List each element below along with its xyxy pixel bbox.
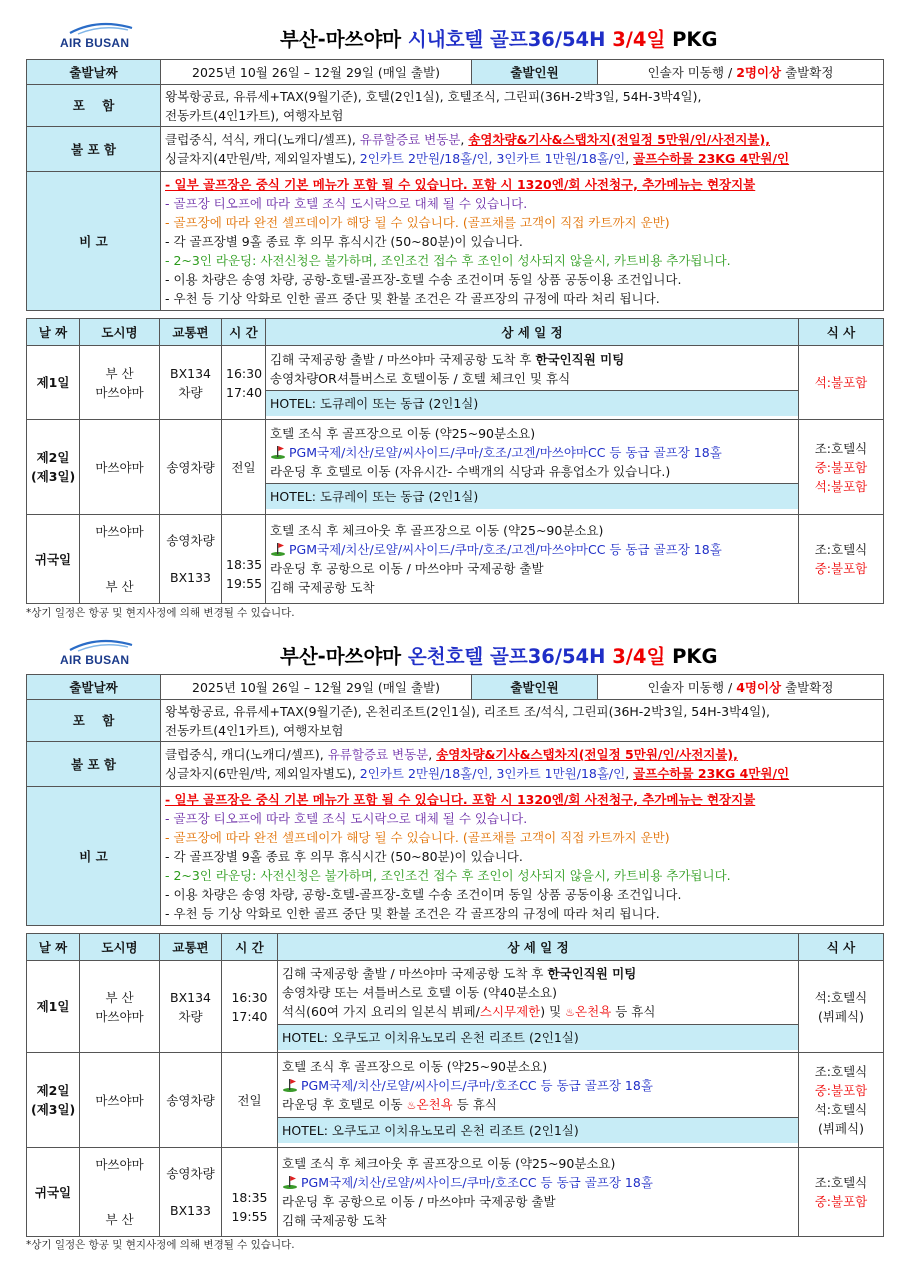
header-city: 도시명 bbox=[80, 934, 160, 961]
day-label: 제1일 bbox=[27, 961, 80, 1053]
exclude-value: 클럽중식, 캐디(노캐디/셀프), 유류할증료 변동분, 송영차량&기사&스탭차지(전일정 5만원/인/사전지불), 싱글차지(6만원/박, 제외일자별도), 2인카트 2만원/18홀/인, 3인카트 1만원/18홀/인, 골프수하물 23KG 4만원/인 bbox=[161, 742, 884, 787]
min-people: 4명이상 bbox=[736, 679, 782, 695]
package-info-table bbox=[26, 59, 884, 311]
table-row bbox=[27, 420, 884, 515]
people-value: 인솔자 미동행 / 2명이상 출발확정 bbox=[598, 60, 884, 85]
header-detail: 상 세 일 정 bbox=[278, 934, 799, 961]
package-1 bbox=[0, 0, 905, 619]
remarks-value: - 일부 골프장은 중식 기본 메뉴가 포함 될 수 있습니다. 포함 시 1320엔/회 사전청구, 추가메뉴는 현장지불 - 골프장 티오프에 따라 호텔 조식 도시락으로 대체 될 수 있습니다. - 골프장에 따라 완전 셀프데이가 해당 될 수 있습니다. (골프채를 고객이 직접 카트까지 운반) - 각 골프장별 9홀 종료 후 의무 휴식시간 (50~80분)이 있습니다. - 2~3인 라운딩: 사전신청은 불가하며, 조인조건 접수 후 조인이 성사되지 않을시, 카트비용 추가됩니다. - 이용 차량은 송영 차량, 공항-호텔-골프장-호텔 수송 조건이며 동일 상품 공동이용 조건입니다. - 우천 등 기상 악화로 인한 골프 중단 및 환불 조건은 각 골프장의 규정에 따라 처리 됩니다. bbox=[161, 172, 884, 311]
hotel-info: HOTEL: 오쿠도고 이치유노모리 온천 리조트 (2인1실) bbox=[278, 1024, 798, 1050]
day-detail: 호텔 조식 후 골프장으로 이동 (약25~90분소요) PGM국제/치산/로얄/씨사이드/쿠마/호조CC 등 동급 골프장 18홀 라운딩 후 호텔로 이동 ♨온천욕 등 휴식 HOTEL: 오쿠도고 이치유노모리 온천 리조트 (2인1실) bbox=[278, 1053, 799, 1148]
day-time: 16:30 17:40 bbox=[222, 346, 266, 420]
day-city: 마쓰야마 bbox=[80, 420, 160, 515]
day-time: 18:35 19:55 bbox=[222, 1148, 278, 1237]
include-value: 왕복항공료, 유류세+TAX(9월기준), 온천리조트(2인1실), 리조트 조/석식, 그린피(36H-2박3일, 54H-3박4일), 전동카트(4인1카트), 여행자보험 bbox=[161, 700, 884, 742]
title-hotel-type: 온천호텔 골프36/54H bbox=[407, 645, 613, 668]
day-transport: BX134 차량 bbox=[160, 961, 222, 1053]
table-row bbox=[27, 346, 884, 420]
day-time: 전일 bbox=[222, 1053, 278, 1148]
include-value: 왕복항공료, 유류세+TAX(9월기준), 호텔(2인1실), 호텔조식, 그린피(36H-2박3일, 54H-3박4일), 전동카트(4인1카트), 여행자보험 bbox=[161, 85, 884, 127]
day-transport: 송영차량 BX133 bbox=[160, 515, 222, 604]
air-busan-logo bbox=[60, 22, 150, 52]
people-label: 출발인원 bbox=[472, 675, 598, 700]
include-label: 포 함 bbox=[27, 700, 161, 742]
header-transport: 교통편 bbox=[160, 934, 222, 961]
hotel-info: HOTEL: 도큐레이 또는 동급 (2인1실) bbox=[266, 390, 798, 416]
day-city: 부 산 마쓰야마 bbox=[80, 961, 160, 1053]
air-busan-logo-icon bbox=[68, 639, 134, 653]
page-title bbox=[280, 641, 718, 669]
hot-spring-icon: ♨ bbox=[406, 1099, 417, 1112]
table-row bbox=[27, 1148, 884, 1237]
air-busan-logo-icon bbox=[68, 22, 134, 36]
day-meal: 조:호텔식 중:불포함 bbox=[799, 1148, 884, 1237]
header-time: 시 간 bbox=[222, 319, 266, 346]
logo-text: AIR BUSAN bbox=[60, 653, 130, 667]
golf-flag-icon bbox=[282, 1175, 298, 1189]
title-duration: 3/4일 bbox=[612, 28, 666, 51]
footnote: *상기 일정은 항공 및 현지사정에 의해 변경될 수 있습니다. bbox=[26, 1239, 295, 1251]
package-2 bbox=[0, 617, 905, 1251]
day-detail: 김해 국제공항 출발 / 마쓰야마 국제공항 도착 후 한국인직원 미팅 송영차량 또는 셔틀버스로 호텔 이동 (약40분소요) 석식(60여 가지 요리의 일본식 뷔페/스시무제한) 및 ♨온천욕 등 휴식 HOTEL: 오쿠도고 이치유노모리 온천 리조트 (2인1실) bbox=[278, 961, 799, 1053]
hot-spring-icon: ♨ bbox=[565, 1006, 576, 1019]
remarks-value: - 일부 골프장은 중식 기본 메뉴가 포함 될 수 있습니다. 포함 시 1320엔/회 사전청구, 추가메뉴는 현장지불 - 골프장 티오프에 따라 호텔 조식 도시락으로 대체 될 수 있습니다. - 골프장에 따라 완전 셀프데이가 해당 될 수 있습니다. (골프채를 고객이 직접 카트까지 운반) - 각 골프장별 9홀 종료 후 의무 휴식시간 (50~80분)이 있습니다. - 2~3인 라운딩: 사전신청은 불가하며, 조인조건 접수 후 조인이 성사되지 않을시, 카트비용 추가됩니다. - 이용 차량은 송영 차량, 공항-호텔-골프장-호텔 수송 조건이며 동일 상품 공동이용 조건입니다. - 우천 등 기상 악화로 인한 골프 중단 및 환불 조건은 각 골프장의 규정에 따라 처리 됩니다. bbox=[161, 787, 884, 926]
day-label: 제2일 (제3일) bbox=[27, 1053, 80, 1148]
package-header bbox=[0, 617, 905, 673]
header-date: 날 짜 bbox=[27, 934, 80, 961]
day-meal: 석:호텔식 (뷔페식) bbox=[799, 961, 884, 1053]
day-city: 마쓰야마 부 산 bbox=[80, 515, 160, 604]
title-pkg: PKG bbox=[665, 28, 718, 51]
table-row bbox=[27, 1053, 884, 1148]
day-detail: 호텔 조식 후 골프장으로 이동 (약25~90분소요) PGM국제/치산/로얄/씨사이드/쿠마/호조/고겐/마쓰야마CC 등 동급 골프장 18홀 라운딩 후 호텔로 이동 (자유시간- 수백개의 식당과 유흥업소가 있습니다.) HOTEL: 도큐레이 또는 동급 (2인1실) bbox=[266, 420, 799, 515]
day-label: 귀국일 bbox=[27, 515, 80, 604]
exclude-label: 불 포 함 bbox=[27, 127, 161, 172]
hotel-info: HOTEL: 오쿠도고 이치유노모리 온천 리조트 (2인1실) bbox=[278, 1117, 798, 1143]
header-city: 도시명 bbox=[80, 319, 160, 346]
remarks-label: 비 고 bbox=[27, 787, 161, 926]
day-transport: 송영차량 bbox=[160, 1053, 222, 1148]
table-row bbox=[27, 515, 884, 604]
title-hotel-type: 시내호텔 골프36/54H bbox=[407, 28, 613, 51]
exclude-label: 불 포 함 bbox=[27, 742, 161, 787]
air-busan-logo bbox=[60, 639, 150, 669]
golf-flag-icon bbox=[270, 445, 286, 459]
exclude-value: 클럽중식, 석식, 캐디(노캐디/셀프), 유류할증료 변동분, 송영차량&기사&스탭차지(전일정 5만원/인/사전지불), 싱글차지(4만원/박, 제외일자별도), 2인카트 2만원/18홀/인, 3인카트 1만원/18홀/인, 골프수하물 23KG 4만원/인 bbox=[161, 127, 884, 172]
day-meal: 석:불포함 bbox=[799, 346, 884, 420]
day-city: 부 산 마쓰야마 bbox=[80, 346, 160, 420]
day-detail: 호텔 조식 후 체크아웃 후 골프장으로 이동 (약25~90분소요) PGM국제/치산/로얄/씨사이드/쿠마/호조CC 등 동급 골프장 18홀 라운딩 후 공항으로 이동 / 마쓰야마 국제공항 출발 김해 국제공항 도착 bbox=[278, 1148, 799, 1237]
title-route: 부산-마쓰야마 bbox=[280, 28, 408, 51]
header-meal: 식 사 bbox=[799, 319, 884, 346]
header-meal: 식 사 bbox=[799, 934, 884, 961]
day-label: 제2일 (제3일) bbox=[27, 420, 80, 515]
people-label: 출발인원 bbox=[472, 60, 598, 85]
day-transport: 송영차량 BX133 bbox=[160, 1148, 222, 1237]
title-duration: 3/4일 bbox=[612, 645, 666, 668]
golf-flag-icon bbox=[270, 542, 286, 556]
day-time: 전일 bbox=[222, 420, 266, 515]
day-detail: 김해 국제공항 출발 / 마쓰야마 국제공항 도착 후 한국인직원 미팅 송영차량OR셔틀버스로 호텔이동 / 호텔 체크인 및 휴식 HOTEL: 도큐레이 또는 동급 (2인1실) bbox=[266, 346, 799, 420]
day-detail: 호텔 조식 후 체크아웃 후 골프장으로 이동 (약25~90분소요) PGM국제/치산/로얄/씨사이드/쿠마/호조/고겐/마쓰야마CC 등 동급 골프장 18홀 라운딩 후 공항으로 이동 / 마쓰야마 국제공항 출발 김해 국제공항 도착 bbox=[266, 515, 799, 604]
title-route: 부산-마쓰야마 bbox=[280, 645, 408, 668]
day-transport: BX134 차량 bbox=[160, 346, 222, 420]
hotel-info: HOTEL: 도큐레이 또는 동급 (2인1실) bbox=[266, 483, 798, 509]
people-value: 인솔자 미동행 / 4명이상 출발확정 bbox=[598, 675, 884, 700]
min-people: 2명이상 bbox=[736, 64, 782, 80]
depart-date-value: 2025년 10월 26일 – 12월 29일 (매일 출발) bbox=[161, 675, 472, 700]
header-transport: 교통편 bbox=[160, 319, 222, 346]
day-label: 제1일 bbox=[27, 346, 80, 420]
header-date: 날 짜 bbox=[27, 319, 80, 346]
day-meal: 조:호텔식 중:불포함 석:호텔식 (뷔페식) bbox=[799, 1053, 884, 1148]
page-title bbox=[280, 24, 718, 52]
itinerary-table bbox=[26, 933, 884, 1237]
depart-date-label: 출발날짜 bbox=[27, 60, 161, 85]
header-time: 시 간 bbox=[222, 934, 278, 961]
itinerary-table bbox=[26, 318, 884, 604]
remarks-label: 비 고 bbox=[27, 172, 161, 311]
include-label: 포 함 bbox=[27, 85, 161, 127]
day-time: 18:35 19:55 bbox=[222, 515, 266, 604]
day-time: 16:30 17:40 bbox=[222, 961, 278, 1053]
package-info-table bbox=[26, 674, 884, 926]
title-pkg: PKG bbox=[665, 645, 718, 668]
logo-text: AIR BUSAN bbox=[60, 36, 130, 50]
footnote: *상기 일정은 항공 및 현지사정에 의해 변경될 수 있습니다. bbox=[26, 607, 295, 619]
day-city: 마쓰야마 부 산 bbox=[80, 1148, 160, 1237]
depart-date-label: 출발날짜 bbox=[27, 675, 161, 700]
package-header bbox=[0, 0, 905, 56]
day-transport: 송영차량 bbox=[160, 420, 222, 515]
golf-flag-icon bbox=[282, 1078, 298, 1092]
day-city: 마쓰야마 bbox=[80, 1053, 160, 1148]
table-row bbox=[27, 961, 884, 1053]
day-label: 귀국일 bbox=[27, 1148, 80, 1237]
day-meal: 조:호텔식 중:불포함 bbox=[799, 515, 884, 604]
header-detail: 상 세 일 정 bbox=[266, 319, 799, 346]
depart-date-value: 2025년 10월 26일 – 12월 29일 (매일 출발) bbox=[161, 60, 472, 85]
day-meal: 조:호텔식 중:불포함 석:불포함 bbox=[799, 420, 884, 515]
